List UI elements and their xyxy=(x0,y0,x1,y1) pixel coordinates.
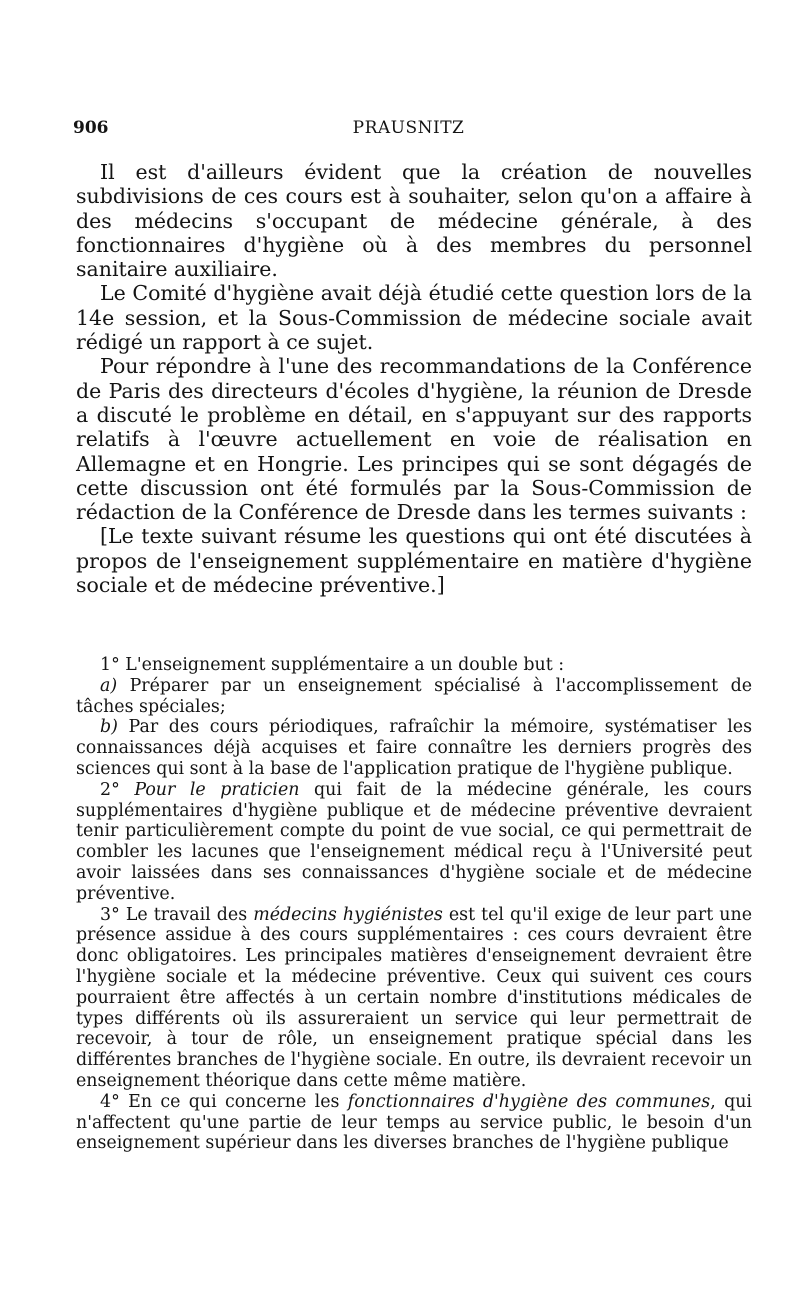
item-3-emphasis: médecins hygiénistes xyxy=(253,904,443,925)
item-1b xyxy=(76,717,752,779)
page-number: 906 xyxy=(73,118,109,138)
item-1a xyxy=(76,676,752,718)
paragraph-subdivisions: Il est d'ailleurs évident que la création de nouvelles subdivisions de ces cours est à souhaiter, selon qu'on a affaire à des médecins s'occupant de médecine générale, à des fonctionnaires d'hygiène où à des membres du personnel sanitaire auxiliaire. xyxy=(76,160,752,282)
item-2-emphasis: Pour le praticien xyxy=(134,779,300,800)
item-1a-label: a) xyxy=(100,675,118,696)
item-1a-text: Préparer par un enseignement spécialisé à l'accomplissement de tâches spéciales; xyxy=(76,675,752,717)
item-4 xyxy=(76,1092,752,1154)
main-text-upper xyxy=(76,160,752,597)
page-header xyxy=(73,118,744,142)
item-4-pre: En ce qui concerne les xyxy=(128,1091,348,1112)
paragraph-comite: Le Comité d'hygiène avait déjà étudié cette question lors de la 14e session, et la Sous-Commission de médecine sociale avait rédigé un rapport à ce sujet. xyxy=(76,281,752,355)
item-1: 1° L'enseignement supplémentaire a un double but : xyxy=(100,655,565,675)
item-1b-label: b) xyxy=(100,717,118,738)
item-3-number: 3° xyxy=(100,904,126,925)
paragraph-conference: Pour répondre à l'une des recommandations de la Conférence de Paris des directeurs d'écoles d'hygiène, la réunion de Dresde a discuté le problème en détail, en s'appuyant sur des rapports relatifs à l'œuvre actuellement en voie de réalisation en Allemagne et en Hongrie. Les principes qui se sont dégagés de cette discussion ont été formulés par la Sous-Commission de rédaction de la Conférence de Dresde dans les termes suivants : xyxy=(76,354,752,525)
running-head: PRAUSNITZ xyxy=(352,118,465,138)
item-3-pre: Le travail des xyxy=(125,904,254,925)
item-2-number: 2° xyxy=(100,779,135,800)
item-4-emphasis: fonctionnaires d'hygiène des communes xyxy=(347,1091,711,1112)
item-1b-text: Par des cours périodiques, rafraîchir la mémoire, systématiser les connaissances déjà acquises et faire connaître les derniers progrès des sciences qui sont à la base de l'application pratique de l'hygiène publique. xyxy=(76,717,752,779)
item-4-text: , qui n'affectent qu'une partie de leur temps au service public, le besoin d'un enseignement supérieur dans les diverses branches de l'hygiène publique xyxy=(76,1091,752,1154)
item-2-text: qui fait de la médecine générale, les cours supplémentaires d'hygiène publique et de médecine préventive devraient tenir particulièrement compte du point de vue social, ce qui permettrait de combler les lacunes que l'enseignement médical reçu à l'Université peut avoir laissées dans ses connaissances d'hygiène sociale et de médecine préventive. xyxy=(76,779,752,904)
item-3 xyxy=(76,905,752,1092)
paragraph-editorial-note: [Le texte suivant résume les questions qui ont été discutées à propos de l'enseignement supplémentaire en matière d'hygiène sociale et de médecine préventive.] xyxy=(76,524,752,598)
item-2 xyxy=(76,780,752,905)
item-4-number: 4° xyxy=(100,1091,129,1112)
item-3-text: est tel qu'il exige de leur part une présence assidue à des cours supplémentaires : ces cours devraient être donc obligatoires. Les principales matières d'enseignement devraient être l'hygiène sociale et la médecine préventive. Ceux qui suivent ces cours pourraient être affectés à un certain nombre d'institutions médicales de types différents où ils assureraient un service qui leur permettrait de recevoir, à tour de rôle, un enseignement pratique spécial dans les différentes branches de l'hygiène sociale. En outre, ils devraient recevoir un enseignement théorique dans cette même matière. xyxy=(76,904,752,1091)
main-text-lower xyxy=(76,655,752,1154)
